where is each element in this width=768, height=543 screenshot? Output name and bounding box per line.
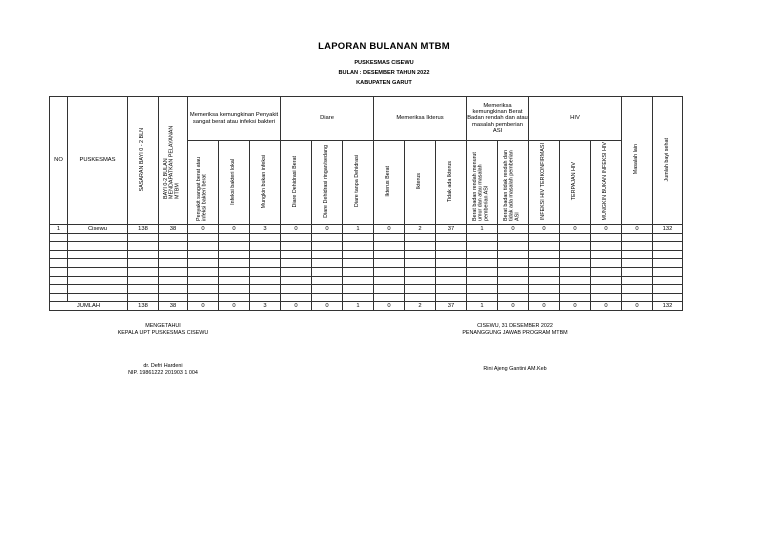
table-cell	[312, 267, 343, 276]
col-header: TERPAJAN HIV	[560, 141, 591, 225]
table-cell	[560, 285, 591, 294]
table-cell	[374, 233, 405, 242]
group-ikterus: Memeriksa Ikterus	[374, 97, 467, 141]
table-cell: 1	[467, 225, 498, 234]
table-cell	[281, 259, 312, 268]
empty-row	[50, 242, 683, 251]
table-cell	[250, 293, 281, 302]
table-cell	[591, 267, 622, 276]
table-cell	[374, 250, 405, 259]
header-no: NO	[50, 97, 68, 225]
report-kabupaten: KABUPATEN GARUT	[356, 80, 412, 86]
table-cell	[281, 285, 312, 294]
table-cell	[653, 242, 683, 251]
table-cell: JUMLAH	[50, 302, 128, 311]
table-cell	[159, 267, 188, 276]
table-cell	[159, 285, 188, 294]
table-cell: 0	[622, 225, 653, 234]
table-cell	[312, 285, 343, 294]
table-cell	[653, 293, 683, 302]
header-sasaran: SASARAN BAYI 0 - 2 BLN	[128, 97, 159, 225]
table-cell: 0	[374, 225, 405, 234]
table-cell	[50, 293, 68, 302]
table-cell	[405, 259, 436, 268]
table-cell	[219, 242, 250, 251]
table-cell	[436, 242, 467, 251]
table-cell	[128, 276, 159, 285]
col-header: Ikterus Berat	[374, 141, 405, 225]
table-cell	[281, 242, 312, 251]
table-cell: 0	[219, 302, 250, 311]
table-cell	[68, 293, 128, 302]
table-cell	[653, 285, 683, 294]
table-cell	[188, 267, 219, 276]
table-cell	[250, 285, 281, 294]
table-cell: 0	[281, 225, 312, 234]
table-cell: 2	[405, 225, 436, 234]
table-cell	[498, 250, 529, 259]
col-header: Diare Dehidrasi Berat	[281, 141, 312, 225]
table-cell: 37	[436, 225, 467, 234]
table-cell: 38	[159, 225, 188, 234]
table-cell	[50, 233, 68, 242]
table-cell	[560, 293, 591, 302]
total-row	[50, 302, 683, 311]
table-cell	[374, 267, 405, 276]
table-cell	[622, 276, 653, 285]
table-cell	[467, 267, 498, 276]
table-cell: 37	[436, 302, 467, 311]
empty-row	[50, 250, 683, 259]
table-cell	[159, 242, 188, 251]
table-cell	[128, 250, 159, 259]
group-berat-badan: Memeriksa kemungkinan Berat Badan rendah dan atau masalah pemberian ASI	[467, 97, 529, 141]
table-cell	[498, 267, 529, 276]
table-cell	[68, 285, 128, 294]
table-cell	[312, 276, 343, 285]
col-header: INFEKSI HIV TERKONFIRMASI	[529, 141, 560, 225]
table-cell: 2	[405, 302, 436, 311]
table-cell	[343, 276, 374, 285]
table-cell	[405, 267, 436, 276]
table-cell	[467, 276, 498, 285]
footer-right-line1: CISEWU, 31 DESEMBER 2022	[477, 323, 553, 329]
table-cell: 3	[250, 302, 281, 311]
col-header: MUNGKIN BUKAN INFEKSI HIV	[591, 141, 622, 225]
table-cell	[591, 293, 622, 302]
table-cell	[653, 267, 683, 276]
report-table	[49, 96, 683, 311]
table-cell	[529, 242, 560, 251]
table-cell	[281, 276, 312, 285]
table-cell	[159, 250, 188, 259]
table-cell	[622, 267, 653, 276]
table-cell: 0	[312, 302, 343, 311]
table-cell: 138	[128, 302, 159, 311]
footer-left-name: dr. Defri Hardeni	[143, 363, 183, 369]
col-header: Berat badan tidak rendah dan tidak ada masalah pemberian ASI	[498, 141, 529, 225]
footer-left-signature	[108, 363, 218, 378]
footer-right-block	[440, 323, 590, 338]
table-cell: 1	[50, 225, 68, 234]
table-cell	[405, 233, 436, 242]
table-cell: 1	[343, 225, 374, 234]
table-cell	[529, 293, 560, 302]
table-cell: 132	[653, 225, 683, 234]
table-cell	[250, 259, 281, 268]
table-cell	[591, 276, 622, 285]
table-cell	[159, 259, 188, 268]
table-cell	[50, 250, 68, 259]
table-cell	[622, 293, 653, 302]
table-cell	[343, 233, 374, 242]
table-cell	[250, 242, 281, 251]
table-cell	[591, 233, 622, 242]
table-cell: 0	[560, 225, 591, 234]
table-cell	[128, 285, 159, 294]
table-cell	[343, 259, 374, 268]
table-cell	[467, 242, 498, 251]
table-cell: 0	[188, 302, 219, 311]
table-cell: 0	[188, 225, 219, 234]
table-cell: 138	[128, 225, 159, 234]
table-cell	[591, 259, 622, 268]
table-cell	[436, 259, 467, 268]
col-header: Tidak ada Ikterus	[436, 141, 467, 225]
table-cell: 0	[529, 302, 560, 311]
table-cell	[312, 293, 343, 302]
table-cell	[188, 293, 219, 302]
table-row	[50, 225, 683, 234]
table-cell	[498, 259, 529, 268]
table-cell	[436, 285, 467, 294]
table-cell	[529, 276, 560, 285]
col-header: Infeksi bakteri lokal	[219, 141, 250, 225]
table-cell	[68, 242, 128, 251]
report-title: LAPORAN BULANAN MTBM	[318, 41, 450, 52]
col-header: Penyakit sangat berat atau infeksi bakteri berat	[188, 141, 219, 225]
table-cell	[405, 250, 436, 259]
table-cell: 0	[591, 302, 622, 311]
table-cell	[128, 259, 159, 268]
table-cell	[68, 267, 128, 276]
group-diare: Diare	[281, 97, 374, 141]
table-cell	[622, 233, 653, 242]
table-cell	[219, 267, 250, 276]
table-cell: 0	[591, 225, 622, 234]
table-cell: 3	[250, 225, 281, 234]
table-cell	[250, 233, 281, 242]
table-cell: 1	[343, 302, 374, 311]
table-cell	[219, 250, 250, 259]
table-cell	[653, 233, 683, 242]
table-cell	[250, 276, 281, 285]
header-puskesmas: PUSKESMAS	[68, 97, 128, 225]
table-cell	[188, 276, 219, 285]
table-cell	[312, 233, 343, 242]
footer-left-line1: MENGETAHUI	[145, 323, 181, 329]
table-cell	[436, 233, 467, 242]
table-cell	[50, 259, 68, 268]
table-cell	[622, 242, 653, 251]
table-cell	[498, 276, 529, 285]
table-cell	[219, 276, 250, 285]
table-cell	[560, 250, 591, 259]
table-cell: 132	[653, 302, 683, 311]
report-puskesmas: PUSKESMAS CISEWU	[354, 60, 414, 66]
table-cell	[467, 233, 498, 242]
table-cell	[405, 242, 436, 251]
table-cell: 0	[498, 225, 529, 234]
table-cell	[219, 259, 250, 268]
table-cell: 0	[219, 225, 250, 234]
table-cell	[529, 250, 560, 259]
table-cell	[188, 233, 219, 242]
table-cell: 0	[312, 225, 343, 234]
header-bayi-pelayanan: BAYI 0-2 BULAN MENDAPATKAN PELAYANAN MTBM	[159, 97, 188, 225]
table-cell: 0	[374, 302, 405, 311]
table-cell	[128, 267, 159, 276]
table-cell	[68, 276, 128, 285]
table-cell: 0	[281, 302, 312, 311]
group-infeksi: Memeriksa kemungkinan Penyakit sangat berat atau infeksi bakteri	[188, 97, 281, 141]
table-cell	[467, 293, 498, 302]
table-cell	[529, 267, 560, 276]
table-cell	[312, 242, 343, 251]
table-cell	[436, 267, 467, 276]
table-cell	[405, 276, 436, 285]
empty-row	[50, 293, 683, 302]
table-cell	[560, 259, 591, 268]
table-cell	[343, 293, 374, 302]
table-cell: 0	[622, 302, 653, 311]
table-cell	[467, 250, 498, 259]
table-cell	[653, 259, 683, 268]
table-cell	[281, 293, 312, 302]
table-cell	[498, 233, 529, 242]
table-cell	[250, 250, 281, 259]
table-cell	[68, 259, 128, 268]
table-cell	[128, 242, 159, 251]
col-header: Diare tanpa Dehidrasi	[343, 141, 374, 225]
table-cell	[312, 250, 343, 259]
table-cell	[467, 259, 498, 268]
table-cell	[219, 293, 250, 302]
table-cell	[560, 267, 591, 276]
table-cell	[281, 250, 312, 259]
table-cell	[653, 250, 683, 259]
report-period: BULAN : DESEMBER TAHUN 2022	[338, 70, 430, 76]
table-cell: Cisewu	[68, 225, 128, 234]
table-cell	[529, 285, 560, 294]
table-cell	[374, 293, 405, 302]
table-cell	[467, 285, 498, 294]
header-masalah-lain: Masalah lain	[622, 97, 653, 225]
table-cell	[128, 293, 159, 302]
table-cell	[405, 285, 436, 294]
table-cell	[653, 276, 683, 285]
table-cell	[560, 242, 591, 251]
table-cell	[128, 233, 159, 242]
table-cell	[498, 285, 529, 294]
footer-left-block	[108, 323, 218, 338]
table-cell	[343, 242, 374, 251]
table-cell	[219, 233, 250, 242]
table-cell	[622, 285, 653, 294]
table-cell	[68, 250, 128, 259]
table-cell	[560, 233, 591, 242]
table-cell: 38	[159, 302, 188, 311]
table-cell	[560, 276, 591, 285]
table-cell	[436, 293, 467, 302]
table-cell: 0	[498, 302, 529, 311]
table-cell	[312, 259, 343, 268]
table-cell	[436, 250, 467, 259]
table-cell	[188, 285, 219, 294]
table-cell	[374, 259, 405, 268]
table-cell	[281, 267, 312, 276]
table-cell	[188, 242, 219, 251]
table-cell	[529, 233, 560, 242]
table-cell	[159, 293, 188, 302]
empty-row	[50, 276, 683, 285]
group-hiv: HIV	[529, 97, 622, 141]
table-cell	[159, 233, 188, 242]
table-cell	[68, 233, 128, 242]
table-cell: 1	[467, 302, 498, 311]
table-cell	[591, 250, 622, 259]
table-cell: 0	[529, 225, 560, 234]
table-cell	[374, 242, 405, 251]
table-cell	[436, 276, 467, 285]
footer-right-line2: PENANGGUNG JAWAB PROGRAM MTBM	[462, 330, 568, 337]
table-cell	[622, 259, 653, 268]
empty-row	[50, 259, 683, 268]
table-cell	[188, 250, 219, 259]
table-cell	[591, 285, 622, 294]
table-cell	[498, 293, 529, 302]
table-cell	[50, 285, 68, 294]
table-cell	[50, 267, 68, 276]
table-cell	[343, 250, 374, 259]
table-cell	[374, 285, 405, 294]
col-header: Diare Dehidrasi ringan/sedang	[312, 141, 343, 225]
table-cell	[219, 285, 250, 294]
table-cell	[343, 267, 374, 276]
table-cell	[343, 285, 374, 294]
header-jumlah-bayi-sehat: Jumlah bayi sehat	[653, 97, 683, 225]
col-header: Mungkin bukan infeksi	[250, 141, 281, 225]
footer-right-name: Rini Ajeng Gantini AM.Keb	[483, 366, 547, 372]
table-cell	[498, 242, 529, 251]
col-header: Ikterus	[405, 141, 436, 225]
empty-row	[50, 285, 683, 294]
empty-row	[50, 267, 683, 276]
table-cell	[374, 276, 405, 285]
table-cell: 0	[560, 302, 591, 311]
table-cell	[591, 242, 622, 251]
footer-left-nip: NIP. 19861222 201903 1 004	[128, 370, 198, 377]
table-cell	[50, 276, 68, 285]
table-cell	[188, 259, 219, 268]
empty-row	[50, 233, 683, 242]
table-cell	[405, 293, 436, 302]
table-cell	[250, 267, 281, 276]
col-header: Berat badan rendah menurut umur dan atau masalah pemberian ASI	[467, 141, 498, 225]
footer-left-line2: KEPALA UPT PUSKESMAS CISEWU	[117, 330, 209, 337]
table-cell	[529, 259, 560, 268]
table-cell	[159, 276, 188, 285]
table-cell	[622, 250, 653, 259]
table-cell	[281, 233, 312, 242]
table-cell	[50, 242, 68, 251]
